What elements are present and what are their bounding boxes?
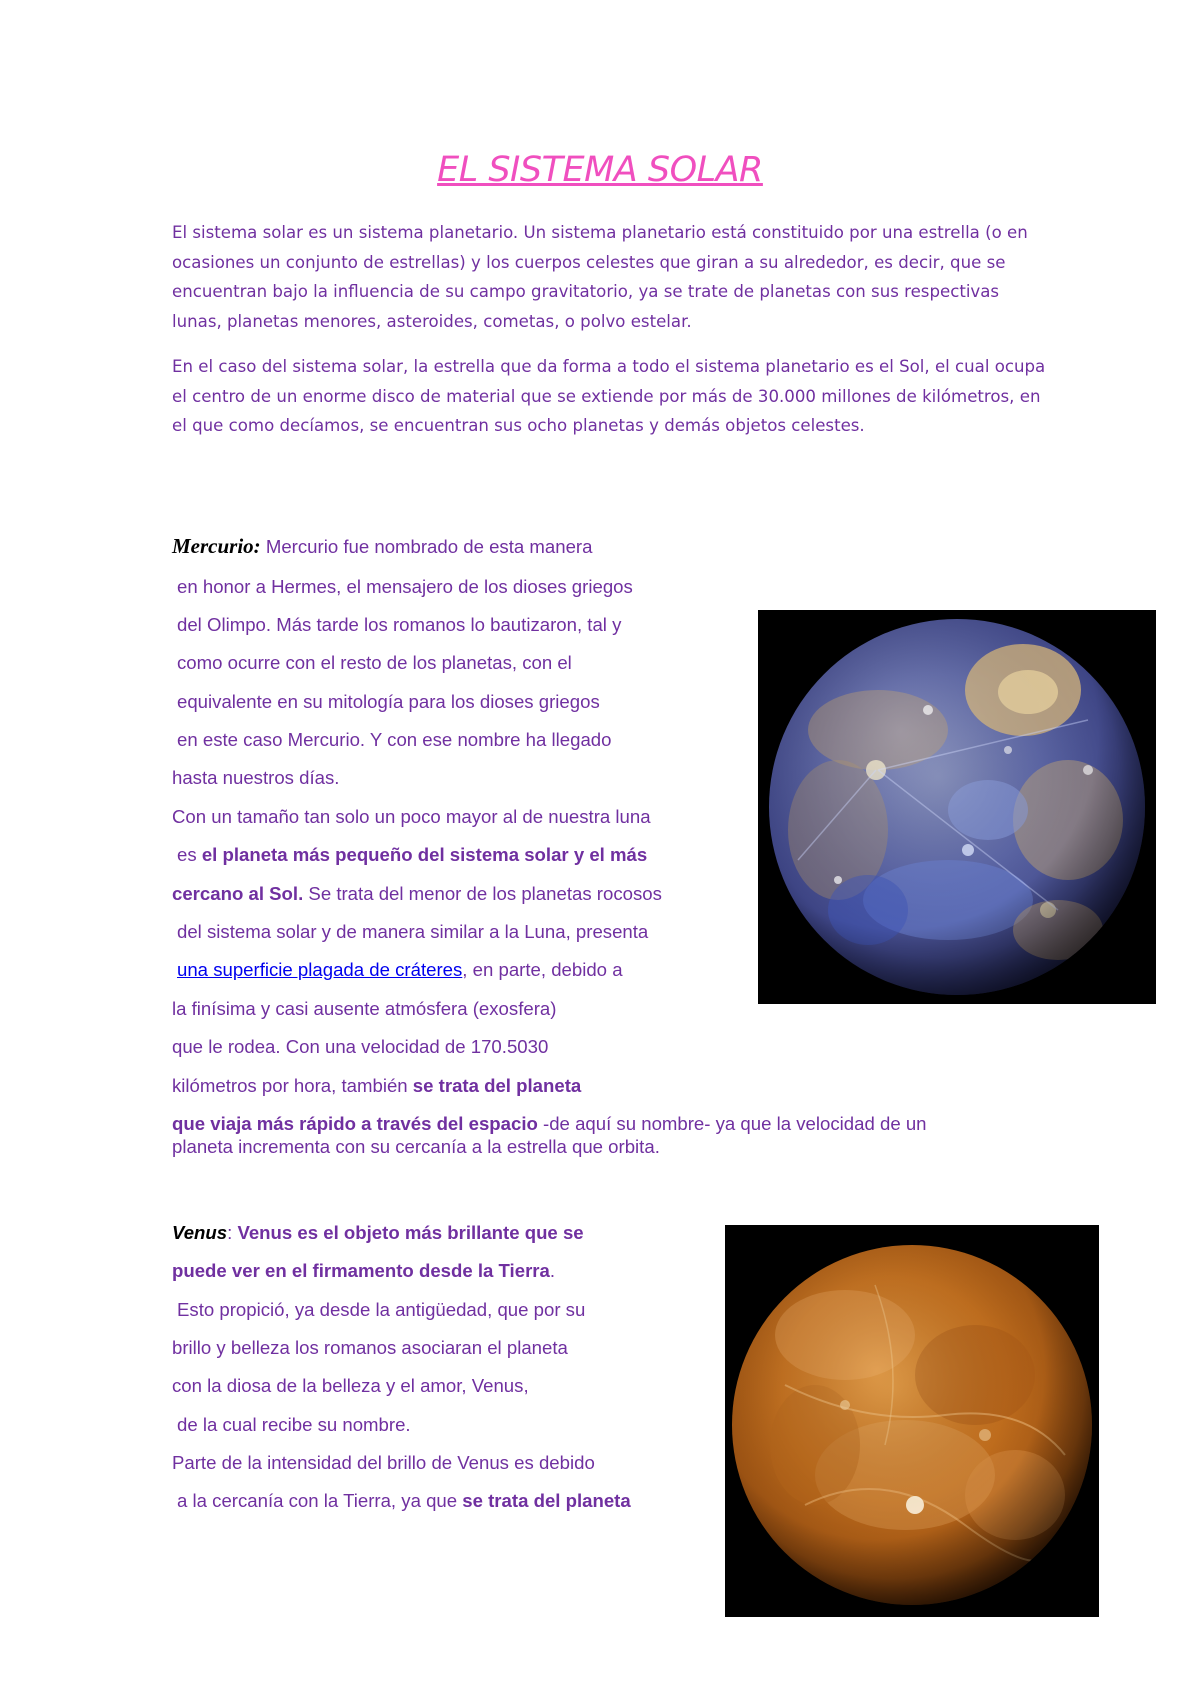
mercury-line-3: del Olimpo. Más tarde los romanos lo bautizaron, tal y (177, 614, 622, 635)
intro-paragraph-2: En el caso del sistema solar, la estrella que da forma a todo el sistema planetario es el Sol, el cual ocupa el centro de un enorme disco de material que se extiende por más de 30.000 millones de kilómetros, en el que como decíamos, se encuentran sus ocho planetas y demás objetos celestes. (172, 357, 1046, 435)
mercury-line-15 (172, 1075, 581, 1097)
mercury-image (758, 610, 1156, 1004)
venus-line-4: brillo y belleza los romanos asociaran el planeta (172, 1337, 568, 1358)
mercury-bold-text: cercano al Sol. (172, 883, 304, 904)
mercury-bold-text: el planeta más pequeño del sistema solar y el más (201, 844, 648, 865)
venus-text: . (549, 1260, 556, 1281)
venus-line-8 (177, 1490, 631, 1512)
mercury-line-13: la finísima y casi ausente atmósfera (exosfera) (172, 998, 557, 1019)
mercury-line-7: hasta nuestros días. (172, 767, 340, 788)
page-title: EL SISTEMA SOLAR (437, 150, 763, 190)
venus-bold-text: puede ver en el firmamento desde la Tierra (172, 1260, 550, 1281)
venus-line-7: Parte de la intensidad del brillo de Venus es debido (172, 1452, 595, 1473)
mercury-line-4: como ocurre con el resto de los planetas, con el (177, 652, 572, 673)
mercury-bold-text: que viaja más rápido a través del espacio (172, 1113, 538, 1134)
venus-line-5: con la diosa de la belleza y el amor, Venus, (172, 1375, 529, 1396)
mercury-line-6: en este caso Mercurio. Y con ese nombre ha llegado (177, 729, 612, 750)
venus-line-2 (172, 1260, 555, 1282)
mercury-text: es (177, 844, 202, 865)
venus-image (725, 1225, 1099, 1617)
venus-heading: Venus (172, 1222, 228, 1243)
mercury-line-12 (177, 959, 623, 981)
mercury-line-8: Con un tamaño tan solo un poco mayor al de nuestra luna (172, 806, 651, 827)
mercury-line-10 (172, 883, 662, 905)
mercury-line-14: que le rodea. Con una velocidad de 170.5030 (172, 1036, 549, 1057)
venus-line-3: Esto propició, ya desde la antigüedad, que por su (177, 1299, 586, 1320)
venus-bold-text: se trata del planeta (462, 1490, 631, 1511)
mercury-line-1 (172, 535, 592, 558)
venus-line-1 (172, 1222, 584, 1244)
mercury-text: Se trata del menor de los planetas rocosos (303, 883, 662, 904)
mercury-bold-text: se trata del planeta (412, 1075, 582, 1096)
mercury-text: , en parte, debido a (462, 959, 623, 980)
mercury-line-16 (172, 1113, 927, 1135)
mercury-heading: Mercurio: (172, 534, 261, 558)
craters-link[interactable]: una superficie plagada de cráteres (177, 959, 463, 980)
mercury-text: -de aquí su nombre- ya que la velocidad de un (537, 1113, 927, 1134)
venus-text: : (227, 1222, 238, 1243)
mercury-text: kilómetros por hora, también (172, 1075, 413, 1096)
mercury-line-9 (177, 844, 647, 866)
mercury-text: Mercurio fue nombrado de esta manera (265, 536, 593, 557)
mercury-line-2: en honor a Hermes, el mensajero de los dioses griegos (177, 576, 633, 597)
mercury-line-5: equivalente en su mitología para los dioses griegos (177, 691, 600, 712)
mercury-line-11: del sistema solar y de manera similar a la Luna, presenta (177, 921, 649, 942)
venus-line-6: de la cual recibe su nombre. (177, 1414, 411, 1435)
venus-text: a la cercanía con la Tierra, ya que (177, 1490, 463, 1511)
intro-paragraph-1: El sistema solar es un sistema planetario. Un sistema planetario está constituido por una estrella (o en ocasiones un conjunto de estrellas) y los cuerpos celestes que giran a su alrededor, es decir, que se encuentran bajo la influencia de su campo gravitatorio, ya se trate de planetas con sus respectivas lunas, planetas menores, asteroides, cometas, o polvo estelar. (172, 223, 1028, 331)
venus-bold-text: Venus es el objeto más brillante que se (237, 1222, 584, 1243)
mercury-line-17: planeta incrementa con su cercanía a la estrella que orbita. (172, 1136, 660, 1157)
